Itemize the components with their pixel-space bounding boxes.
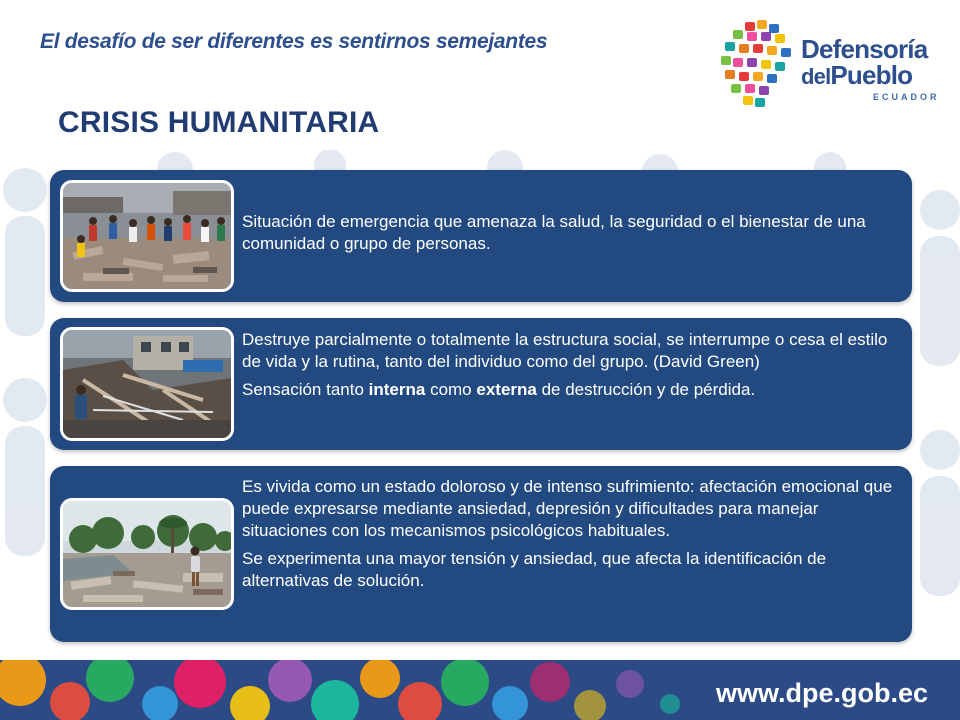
paragraph-text: Situación de emergencia que amenaza la salud, la seguridad o el bienestar de una comunidad o grupo de personas. xyxy=(242,212,866,253)
logo-mosaic-tile xyxy=(733,30,743,39)
logo-mosaic-tile xyxy=(769,24,779,33)
logo-mosaic-tile xyxy=(731,84,741,93)
logo-mosaic-tile xyxy=(781,48,791,57)
logo-mosaic-tile xyxy=(745,22,755,31)
slogan: El desafío de ser diferentes es sentirnos semejantes xyxy=(40,30,548,53)
logo-mosaic-tile xyxy=(733,58,743,67)
logo-mosaic-tile xyxy=(757,20,767,29)
footer-dot xyxy=(311,680,359,720)
footer-dot xyxy=(492,686,528,720)
logo-mosaic-tile xyxy=(747,32,757,41)
info-card-1 xyxy=(50,170,912,302)
logo-name-line1: Defensoría xyxy=(801,34,928,64)
footer-dot xyxy=(230,686,270,720)
logo-mosaic-tile xyxy=(721,56,731,65)
card-paragraph xyxy=(242,476,900,542)
logo-mosaic-tile xyxy=(739,72,749,81)
card-paragraph xyxy=(242,379,900,401)
logo-mosaic-icon xyxy=(715,18,795,108)
paragraph-text: de destrucción y de pérdida. xyxy=(536,380,756,399)
logo-mosaic-tile xyxy=(775,62,785,71)
footer-dot xyxy=(268,660,312,702)
logo-mosaic-tile xyxy=(745,84,755,93)
emphasized-text: interna xyxy=(368,380,426,399)
logo-mosaic-tile xyxy=(725,42,735,51)
logo-name-pueblo: Pueblo xyxy=(830,60,913,90)
logo-mosaic-tile xyxy=(747,58,757,67)
paragraph-text: como xyxy=(425,380,477,399)
emphasized-text: externa xyxy=(476,380,537,399)
footer-dot xyxy=(441,660,489,706)
footer-dot xyxy=(574,690,606,720)
child-standing-near-destroyed-homes-photo xyxy=(60,498,234,610)
footer-dot xyxy=(86,660,134,702)
logo-mosaic-tile xyxy=(761,32,771,41)
earthquake-rubble-rescuers-photo xyxy=(60,180,234,292)
footer-dot xyxy=(142,686,178,720)
logo-mosaic-tile xyxy=(739,44,749,53)
paragraph-text: Se experimenta una mayor tensión y ansiedad, que afecta la identificación de alternativas de solución. xyxy=(242,549,827,590)
paragraph-text: Destruye parcialmente o totalmente la estructura social, se interrumpe o cesa el estilo de vida y la rutina, tanto del individuo como del grupo. (David Green) xyxy=(242,330,888,371)
logo-mosaic-tile xyxy=(725,70,735,79)
logo-mosaic-tile xyxy=(753,44,763,53)
logo-mosaic-tile xyxy=(755,98,765,107)
logo-mosaic-tile xyxy=(759,86,769,95)
logo-mosaic-tile xyxy=(743,96,753,105)
logo-name-del: del xyxy=(801,64,831,89)
footer-dot xyxy=(174,660,226,708)
card-3-text xyxy=(242,476,900,592)
card-paragraph xyxy=(242,211,900,255)
logo-mosaic-tile xyxy=(761,60,771,69)
logo-mosaic-tile xyxy=(767,46,777,55)
page-title: CRISIS HUMANITARIA xyxy=(58,106,380,139)
defensoria-logo xyxy=(715,18,945,108)
paragraph-text: Es vivida como un estado doloroso y de intenso sufrimiento: afectación emocional que puede expresarse mediante ansiedad, depresión y dificultades para manejar situaciones con los mecanismos psicológicos habituales. xyxy=(242,477,893,540)
info-card-3 xyxy=(50,466,912,642)
footer-dot xyxy=(50,682,90,720)
logo-mosaic-tile xyxy=(767,74,777,83)
logo-mosaic-tile xyxy=(753,72,763,81)
footer-dot xyxy=(360,660,400,698)
logo-name-line2 xyxy=(801,62,912,90)
info-card-2 xyxy=(50,318,912,450)
logo-mosaic-tile xyxy=(775,34,785,43)
card-1-text xyxy=(242,211,900,255)
card-2-text xyxy=(242,329,900,401)
footer-dot xyxy=(616,670,644,698)
footer-bar xyxy=(0,660,960,720)
footer-dot xyxy=(398,682,442,720)
paragraph-text: Sensación tanto xyxy=(242,380,369,399)
footer-colored-dots xyxy=(0,660,700,720)
footer-dot xyxy=(0,660,46,706)
logo-country: ECUADOR xyxy=(873,92,940,102)
footer-website-link[interactable]: www.dpe.gob.ec xyxy=(715,678,928,708)
collapsed-building-debris-photo xyxy=(60,327,234,441)
footer-dot xyxy=(660,694,680,714)
footer-dot xyxy=(530,662,570,702)
card-paragraph xyxy=(242,329,900,373)
card-paragraph xyxy=(242,548,900,592)
